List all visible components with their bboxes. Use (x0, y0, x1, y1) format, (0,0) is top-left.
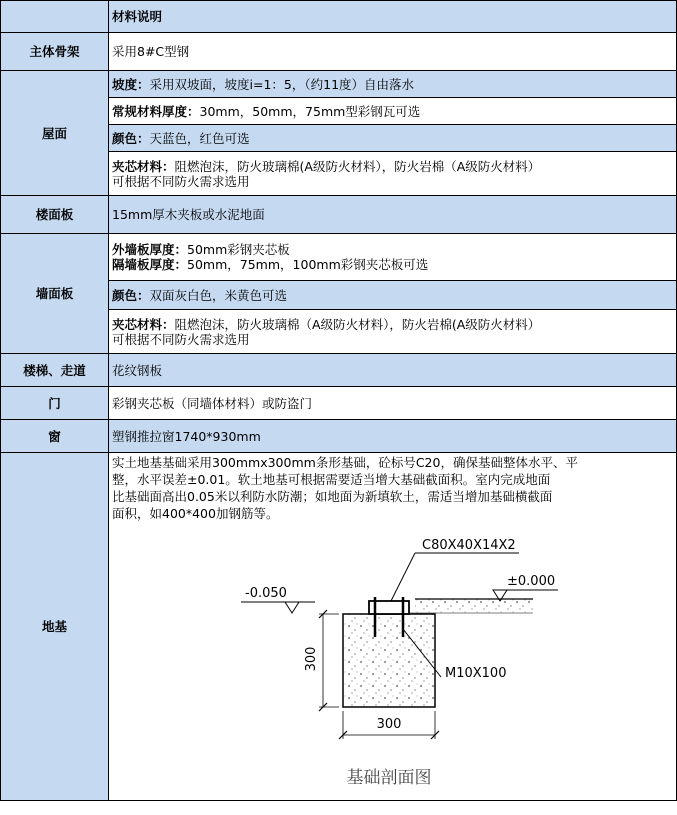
label-frame: 主体骨架 (1, 33, 109, 71)
concrete-footing (343, 614, 435, 707)
roof-color (109, 125, 677, 152)
roof-core-text: 阻燃泡沫，防火玻璃棉(A级防火材料），防火岩棉（A级防火材料） (174, 158, 541, 174)
wall-color-key: 颜色： (112, 287, 150, 303)
width-dimension: 300 (376, 717, 401, 732)
roof-core-key: 夹芯材料： (112, 158, 175, 174)
door-text: 彩钢夹芯板（同墙体材料）或防盗门 (109, 387, 677, 420)
roof-core (109, 152, 677, 196)
ground-fill (415, 599, 533, 613)
wall-color-text: 双面灰白色，米黄色可选 (149, 287, 288, 303)
roof-core-text2: 可根据不同防火需求选用 (112, 173, 250, 189)
wall-color (109, 281, 677, 310)
roof-thickness-key: 常规材料厚度： (112, 103, 200, 119)
level-triangle-minus (285, 602, 299, 613)
roof-slope-text: 采用双坡面，坡度i=1：5，（约11度）自由落水 (149, 76, 415, 92)
roof-color-text: 天蓝色，红色可选 (149, 130, 250, 146)
foundation-cell (109, 453, 677, 801)
wall-outer-text: 50mm彩钢夹芯板 (187, 242, 290, 257)
level-zero-label: ±0.000 (506, 574, 555, 589)
wall-partition-text: 50mm，75mm，100mm彩钢夹芯板可选 (187, 257, 429, 272)
roof-color-key: 颜色： (112, 130, 150, 146)
header-blank-cell (1, 1, 109, 33)
label-wall: 墙面板 (1, 234, 109, 354)
label-window: 窗 (1, 420, 109, 453)
wall-core (109, 310, 677, 354)
roof-slope (109, 71, 677, 98)
roof-slope-key: 坡度： (112, 76, 150, 92)
foundation-section-diagram (228, 522, 558, 788)
level-minus-label: -0.050 (244, 586, 287, 601)
roof-thickness (109, 98, 677, 125)
foundation-line-4: 面积，如400*400加钢筋等。 (112, 506, 279, 521)
label-floor: 楼面板 (1, 196, 109, 234)
foundation-line-3: 比基础面高出0.05米以利防水防潮；如地面为新填软土，需适当增加基础横截面 (112, 489, 553, 504)
foundation-line-1: 实土地基基础采用300mmx300mm条形基础，砼标号C20，确保基础整体水平、平 (112, 455, 578, 470)
wall-partition-key: 隔墙板厚度： (112, 257, 188, 272)
table-title: 材料说明 (109, 1, 677, 33)
roof-thickness-text: 30mm，50mm，75mm型彩钢瓦可选 (199, 103, 421, 119)
foundation-line-2: 整，水平误差±0.01。软土地基可根据需要适当增大基础截面积。室内完成地面 (112, 472, 551, 487)
wall-core-text2: 可根据不同防火需求选用 (112, 331, 250, 347)
wall-core-text: 阻燃泡沫，防火玻璃棉（A级防火材料），防火岩棉(A级防火材料） (174, 316, 541, 332)
label-foundation: 地基 (1, 453, 109, 801)
wall-outer-key: 外墙板厚度： (112, 242, 188, 257)
channel-label: C80X40X14X2 (421, 538, 516, 553)
wall-thickness (109, 234, 677, 281)
diagram-caption: 基础剖面图 (346, 768, 431, 788)
stairs-text: 花纹钢板 (109, 354, 677, 387)
label-door: 门 (1, 387, 109, 420)
label-roof: 屋面 (1, 71, 109, 196)
foundation-text (112, 454, 673, 522)
label-stairs: 楼梯、走道 (1, 354, 109, 387)
window-text: 塑钢推拉窗1740*930mm (109, 420, 677, 453)
bolt-label: M10X100 (444, 666, 506, 681)
frame-text: 采用8#C型钢 (109, 33, 677, 71)
height-dimension: 300 (303, 646, 319, 672)
wall-core-key: 夹芯材料： (112, 316, 175, 332)
floor-text: 15mm厚木夹板或水泥地面 (109, 196, 677, 234)
